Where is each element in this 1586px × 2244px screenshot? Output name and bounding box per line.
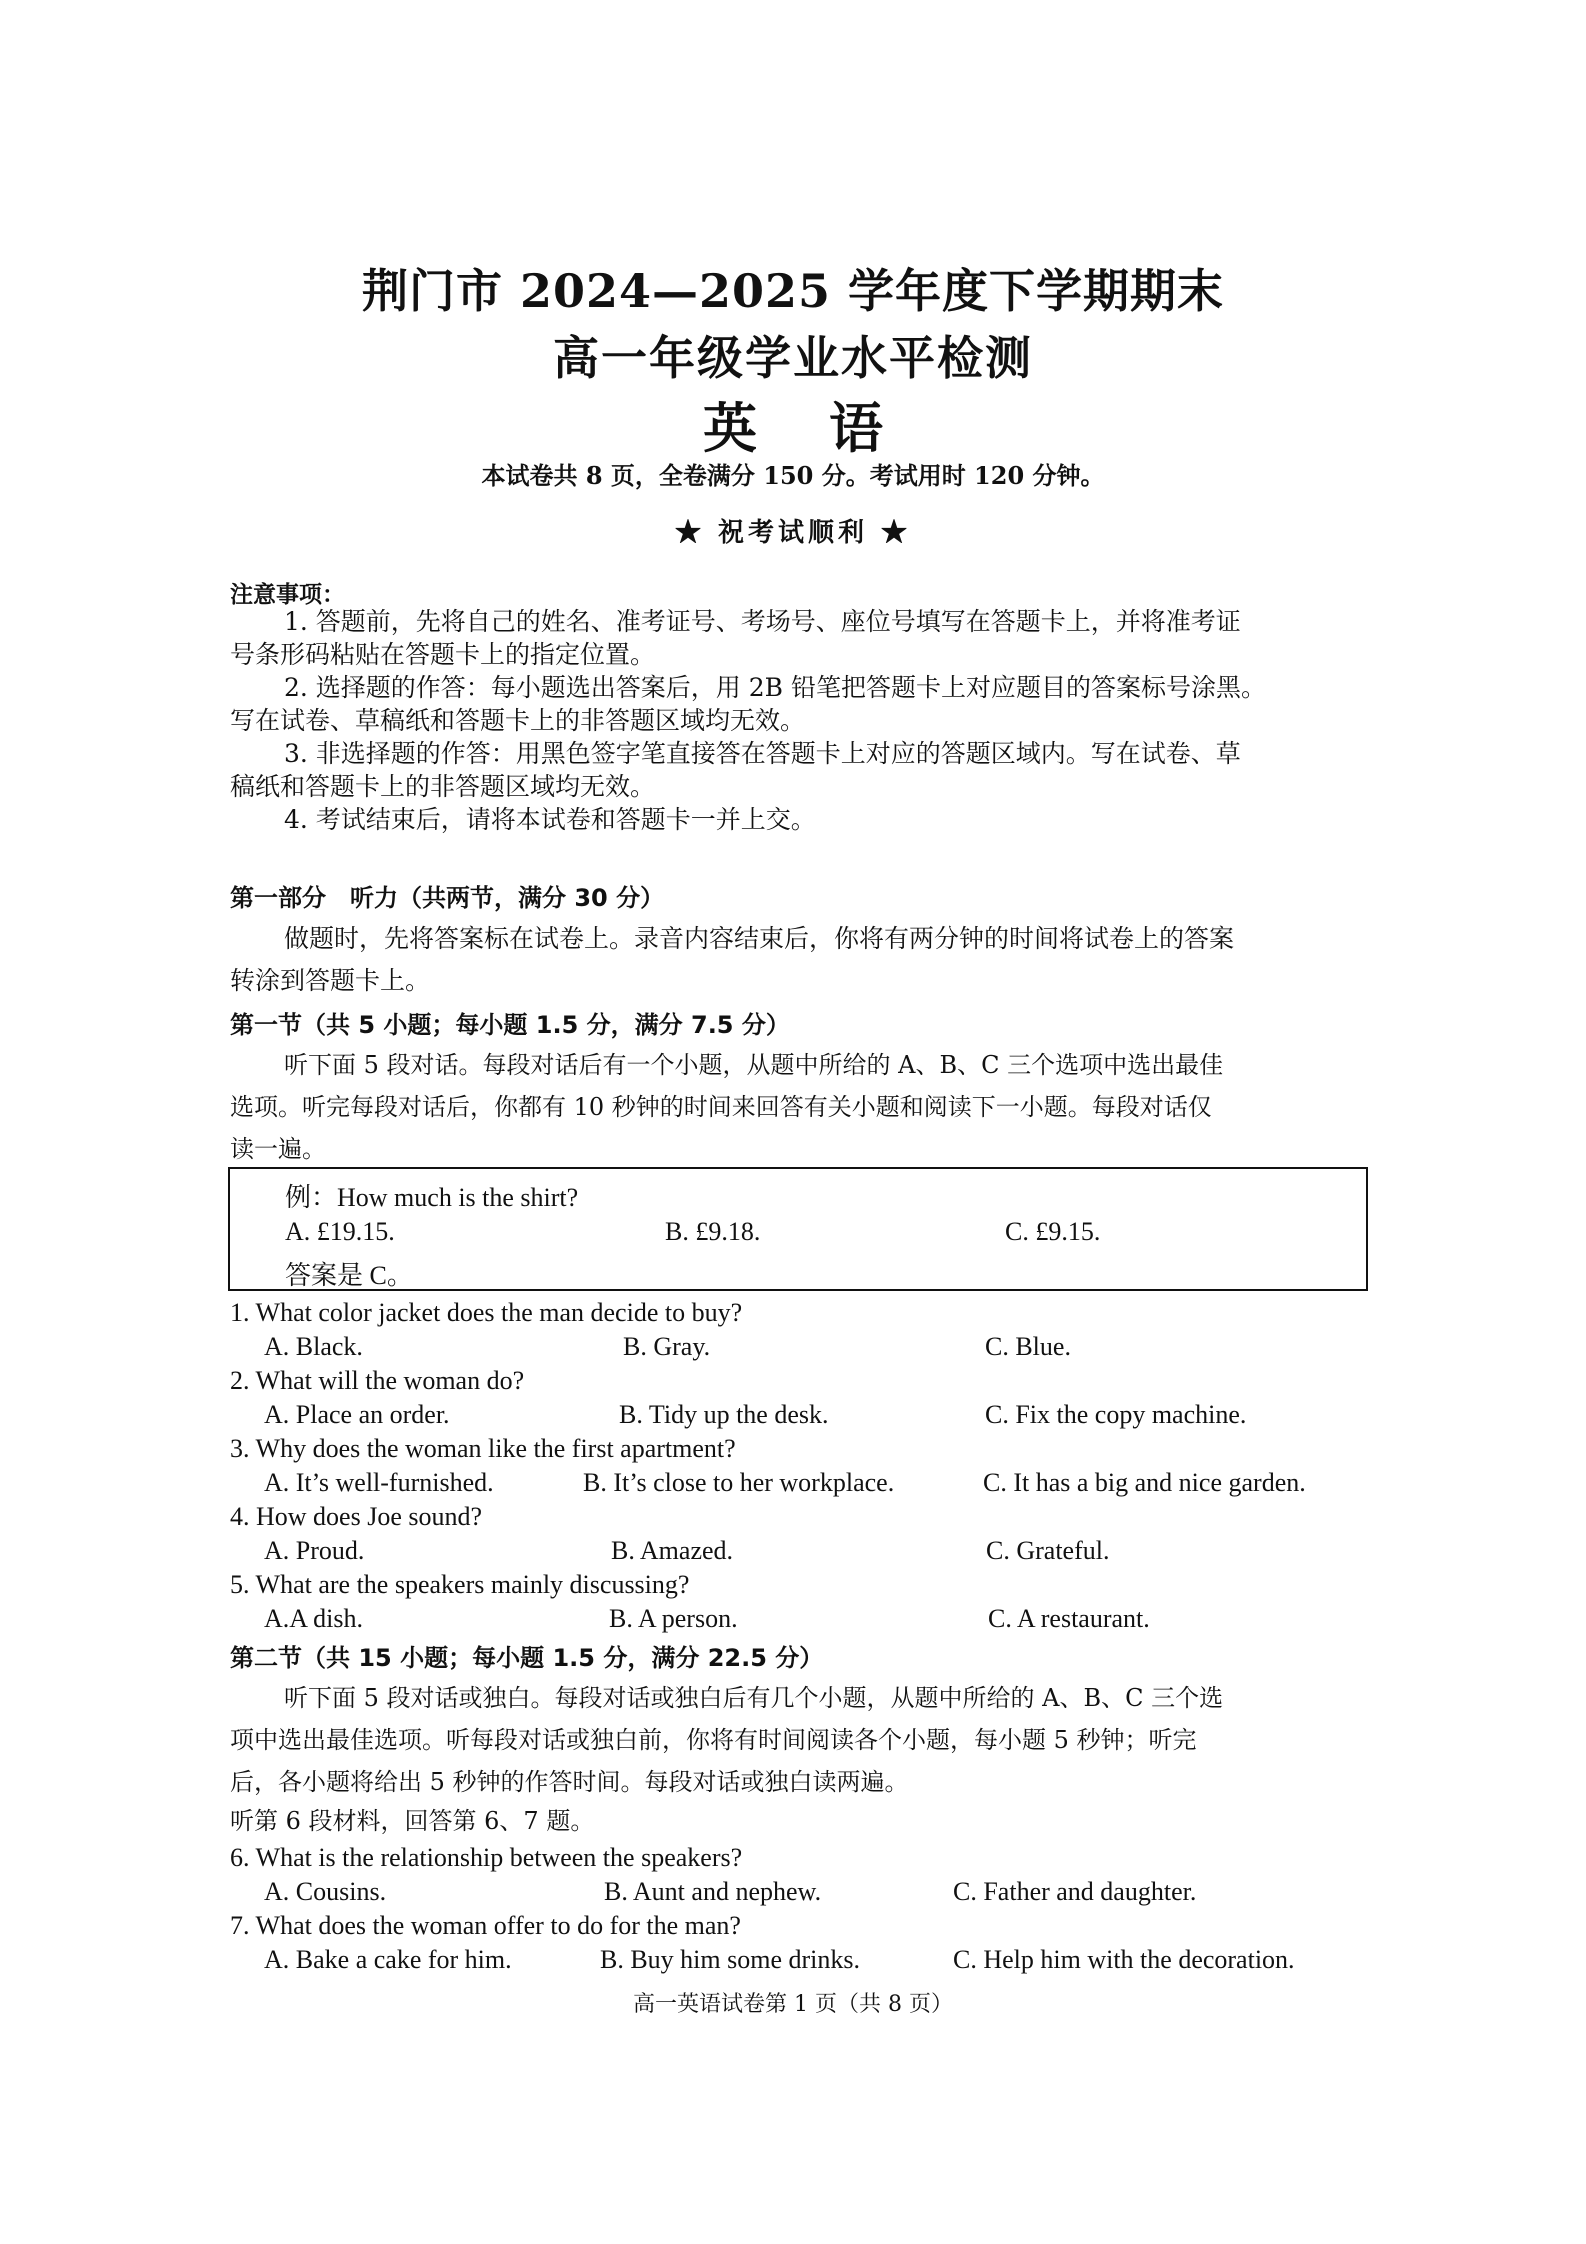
question-7-option-b: B. Buy him some drinks. [600, 1945, 861, 1974]
section2-heading: 第二节（共 15 小题；每小题 1.5 分，满分 22.5 分） [230, 1644, 824, 1672]
good-luck-banner: ★ 祝考试顺利 ★ [674, 518, 912, 548]
question-5-option-b: B. A person. [609, 1604, 738, 1633]
notice-item-1-line2: 号条形码粘贴在答题卡上的指定位置。 [230, 640, 656, 669]
question-4: 4. How does Joe sound? [230, 1502, 483, 1531]
question-6: 6. What is the relationship between the speakers? [230, 1843, 743, 1872]
notice-item-2-line1: 2. 选择题的作答：每小题选出答案后，用 2B 铅笔把答题卡上对应题目的答案标号涂黑。 [284, 673, 1266, 702]
part1-intro-line1: 做题时，先将答案标在试卷上。录音内容结束后，你将有两分钟的时间将试卷上的答案 [284, 924, 1235, 953]
part1-intro [230, 918, 1370, 1002]
exam-subject: 英语 [703, 396, 955, 460]
question-6-option-a: A. Cousins. [264, 1877, 387, 1906]
question-3-option-a: A. It’s well-furnished. [264, 1468, 494, 1497]
section2-intro-line3: 后，各小题将给出 5 秒钟的作答时间。每段对话或独白读两遍。 [230, 1768, 909, 1796]
example-option-a: A. £19.15. [285, 1217, 395, 1246]
exam-info: 本试卷共 8 页，全卷满分 150 分。考试用时 120 分钟。 [481, 461, 1105, 490]
question-5-option-a: A.A dish. [264, 1604, 363, 1633]
notice-item-3-line2: 稿纸和答题卡上的非答题区域均无效。 [230, 772, 656, 801]
question-4-option-b: B. Amazed. [611, 1536, 734, 1565]
question-5: 5. What are the speakers mainly discussing? [230, 1570, 690, 1599]
question-3: 3. Why does the woman like the first apartment? [230, 1434, 736, 1463]
notice-item-4-line1: 4. 考试结束后，请将本试卷和答题卡一并上交。 [284, 805, 816, 834]
question-7-option-c: C. Help him with the decoration. [953, 1945, 1295, 1974]
section1-intro-line2: 选项。听完每段对话后，你都有 10 秒钟的时间来回答有关小题和阅读下一小题。每段对话仅 [230, 1093, 1212, 1121]
question-1-option-b: B. Gray. [623, 1332, 711, 1361]
part1-heading: 第一部分 听力（共两节，满分 30 分） [230, 884, 665, 912]
notice-item-2-line2: 写在试卷、草稿纸和答题卡上的非答题区域均无效。 [230, 706, 806, 735]
section1-heading: 第一节（共 5 小题；每小题 1.5 分，满分 7.5 分） [230, 1011, 790, 1039]
question-3-option-b: B. It’s close to her workplace. [583, 1468, 895, 1497]
notice-item-2 [230, 671, 1370, 737]
page-footer: 高一英语试卷第 1 页（共 8 页） [633, 1992, 953, 2017]
example-option-b: B. £9.18. [665, 1217, 761, 1246]
section1-intro [230, 1044, 1370, 1170]
question-2-option-b: B. Tidy up the desk. [619, 1400, 829, 1429]
question-5-option-c: C. A restaurant. [988, 1604, 1150, 1633]
notice-item-3-line1: 3. 非选择题的作答：用黑色签字笔直接答在答题卡上对应的答题区域内。写在试卷、草 [284, 739, 1241, 768]
material-6-instruction: 听第 6 段材料，回答第 6、7 题。 [230, 1807, 595, 1835]
notice-item-1 [230, 605, 1370, 671]
section2-intro-line2: 项中选出最佳选项。听每段对话或独白前，你将有时间阅读各个小题，每小题 5 秒钟；听完 [230, 1726, 1197, 1754]
example-box [228, 1167, 1368, 1291]
section2-intro-line1: 听下面 5 段对话或独白。每段对话或独白后有几个小题，从题中所给的 A、B、C 三个选 [284, 1684, 1224, 1712]
part1-intro-line2: 转涂到答题卡上。 [230, 966, 431, 995]
question-1-option-c: C. Blue. [985, 1332, 1071, 1361]
question-1-option-a: A. Black. [264, 1332, 363, 1361]
question-2: 2. What will the woman do? [230, 1366, 525, 1395]
exam-title-line1: 荆门市 2024—2025 学年度下学期期末 [361, 264, 1225, 318]
question-2-option-c: C. Fix the copy machine. [985, 1400, 1247, 1429]
example-answer: 答案是 C。 [285, 1261, 413, 1290]
section1-intro-line1: 听下面 5 段对话。每段对话后有一个小题，从题中所给的 A、B、C 三个选项中选出最佳 [284, 1051, 1224, 1079]
question-6-option-c: C. Father and daughter. [953, 1877, 1197, 1906]
question-6-option-b: B. Aunt and nephew. [604, 1877, 822, 1906]
question-4-option-c: C. Grateful. [986, 1536, 1110, 1565]
question-3-option-c: C. It has a big and nice garden. [983, 1468, 1306, 1497]
notice-heading: 注意事项： [230, 582, 345, 608]
section1-intro-line3: 读一遍。 [230, 1135, 326, 1163]
question-1: 1. What color jacket does the man decide to buy? [230, 1298, 743, 1327]
example-option-c: C. £9.15. [1005, 1217, 1101, 1246]
exam-title-line2: 高一年级学业水平检测 [553, 331, 1033, 385]
notice-item-1-line1: 1. 答题前，先将自己的姓名、准考证号、考场号、座位号填写在答题卡上，并将准考证 [284, 607, 1241, 636]
question-7: 7. What does the woman offer to do for the man? [230, 1911, 741, 1940]
notice-item-3 [230, 737, 1370, 803]
notice-item-4 [230, 803, 1370, 836]
question-4-option-a: A. Proud. [264, 1536, 365, 1565]
question-7-option-a: A. Bake a cake for him. [264, 1945, 512, 1974]
example-question: 例：How much is the shirt? [285, 1183, 579, 1212]
section2-intro [230, 1677, 1370, 1803]
question-2-option-a: A. Place an order. [264, 1400, 450, 1429]
